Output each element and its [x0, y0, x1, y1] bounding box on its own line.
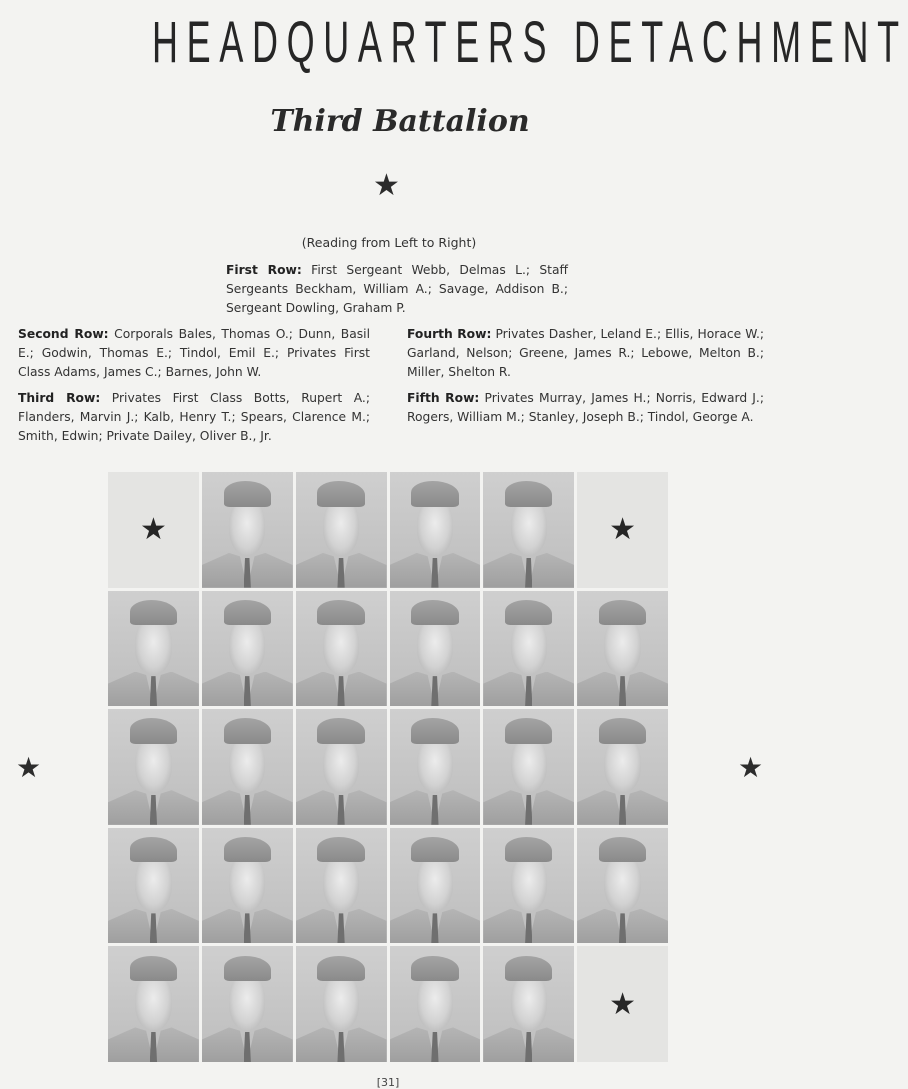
- portrait-photo: [483, 709, 574, 825]
- page-number: [31]: [376, 1076, 400, 1089]
- caption-text: Privates Murray, James H.; Norris, Edward J.; Rogers, William M.; Stanley, Joseph B.; Tindol, George A.: [407, 391, 764, 424]
- star-icon: ★: [738, 751, 764, 784]
- star-icon: ★: [139, 512, 167, 548]
- grid-star-cell: [577, 946, 668, 1062]
- caption-label: First Row:: [226, 263, 302, 277]
- portrait-photo: [296, 709, 387, 825]
- portrait-photo: [577, 591, 668, 707]
- caption-text: Privates Dasher, Leland E.; Ellis, Horace W.; Garland, Nelson; Greene, James R.; Lebowe, Melton B.; Miller, Shelton R.: [407, 327, 764, 379]
- caption-label: Fifth Row:: [407, 391, 480, 405]
- caption-fifth-row: [407, 389, 764, 427]
- portrait-photo: [483, 591, 574, 707]
- portrait-photo: [390, 591, 481, 707]
- photo-grid: [108, 472, 668, 1062]
- star-icon: ★: [609, 512, 637, 548]
- portrait-photo: [202, 591, 293, 707]
- portrait-photo: [108, 591, 199, 707]
- caption-label: Second Row:: [18, 327, 109, 341]
- portrait-photo: [390, 472, 481, 588]
- portrait-photo: [390, 709, 481, 825]
- portrait-photo: [483, 472, 574, 588]
- portrait-photo: [108, 946, 199, 1062]
- caption-label: Third Row:: [18, 391, 101, 405]
- portrait-photo: [108, 828, 199, 944]
- portrait-photo: [577, 828, 668, 944]
- caption-text: First Sergeant Webb, Delmas L.; Staff Sergeants Beckham, William A.; Savage, Addison B.; Sergeant Dowling, Graham P.: [226, 263, 568, 315]
- portrait-photo: [108, 709, 199, 825]
- portrait-photo: [296, 472, 387, 588]
- grid-star-cell: [108, 472, 199, 588]
- portrait-photo: [296, 591, 387, 707]
- page-subtitle: Third Battalion: [270, 104, 530, 139]
- portrait-photo: [577, 709, 668, 825]
- portrait-photo: [390, 946, 481, 1062]
- star-icon: ★: [609, 986, 637, 1022]
- portrait-photo: [202, 946, 293, 1062]
- portrait-photo: [483, 828, 574, 944]
- grid-star-cell: [577, 472, 668, 588]
- portrait-photo: [202, 828, 293, 944]
- caption-fourth-row: [407, 325, 764, 382]
- portrait-photo: [483, 946, 574, 1062]
- star-icon: ★: [16, 751, 42, 784]
- caption-text: Privates First Class Botts, Rupert A.; Flanders, Marvin J.; Kalb, Henry T.; Spears, Clarence M.; Smith, Edwin; Private Dailey, Oliver B., Jr.: [18, 391, 370, 443]
- page-title: HEADQUARTERS DETACHMENT: [152, 10, 908, 75]
- caption-third-row: [18, 389, 370, 446]
- caption-first-row: [226, 261, 568, 318]
- caption-label: Fourth Row:: [407, 327, 492, 341]
- caption-second-row: [18, 325, 370, 382]
- portrait-photo: [202, 472, 293, 588]
- reading-note: (Reading from Left to Right): [301, 235, 477, 250]
- star-icon: ★: [373, 168, 400, 203]
- portrait-photo: [202, 709, 293, 825]
- caption-text: Corporals Bales, Thomas O.; Dunn, Basil E.; Godwin, Thomas E.; Tindol, Emil E.; Privates First Class Adams, James C.; Barnes, John W.: [18, 327, 370, 379]
- portrait-photo: [296, 946, 387, 1062]
- portrait-photo: [296, 828, 387, 944]
- portrait-photo: [390, 828, 481, 944]
